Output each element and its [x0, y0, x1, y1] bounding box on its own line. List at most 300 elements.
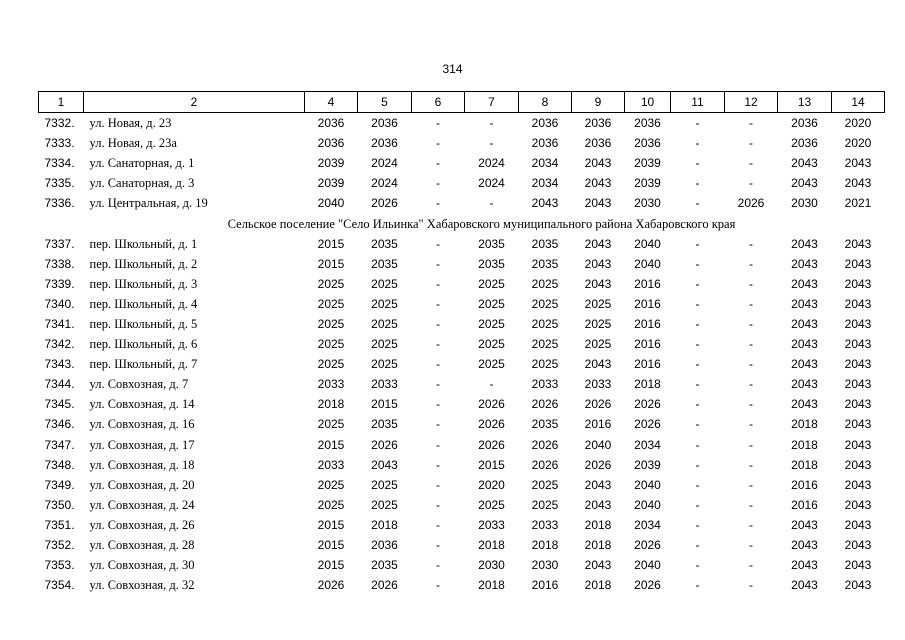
address-cell: ул. Совхозная, д. 30 [89, 558, 195, 573]
value-cell-col9: 2043 [584, 477, 612, 492]
value-cell-col4: 2039 [317, 176, 345, 191]
value-cell-col6: - [436, 477, 440, 492]
row-number: 7347. [44, 437, 75, 452]
value-cell-col8: 2043 [531, 196, 559, 211]
value-cell-col13: 2043 [791, 337, 818, 352]
value-cell-col5: 2025 [371, 296, 398, 311]
value-cell-col14: 2043 [844, 578, 872, 593]
value-cell-col12: - [749, 116, 753, 131]
value-cell-col4: 2026 [317, 578, 345, 593]
value-cell-col12: - [749, 457, 753, 472]
value-cell-col5: 2026 [371, 578, 398, 593]
value-cell-col8: 2025 [531, 316, 559, 331]
value-cell-col10: 2040 [634, 497, 661, 512]
table-row [39, 113, 885, 134]
value-cell-col12: - [749, 236, 753, 251]
value-cell-col7: 2025 [478, 296, 505, 311]
column-header-11: 11 [671, 92, 725, 113]
value-cell-col6: - [436, 236, 440, 251]
value-cell-col9: 2025 [584, 316, 612, 331]
value-cell-col9: 2043 [584, 256, 612, 271]
value-cell-col6: - [436, 437, 440, 452]
address-cell: ул. Санаторная, д. 3 [89, 176, 195, 191]
value-cell-col9: 2026 [584, 397, 612, 412]
section-heading: Сельское поселение "Село Ильинка" Хабаровского муниципального района Хабаровского края [227, 216, 736, 231]
value-cell-col11: - [695, 256, 700, 271]
value-cell-col12: - [749, 337, 753, 352]
value-cell-col11: - [695, 477, 700, 492]
table-row [39, 294, 885, 314]
value-cell-col11: - [695, 116, 700, 131]
value-cell-col5: 2025 [371, 477, 398, 492]
value-cell-col8: 2026 [531, 437, 559, 452]
table-row [39, 334, 885, 354]
table-row [39, 414, 885, 434]
value-cell-col7: 2025 [478, 316, 505, 331]
value-cell-col10: 2026 [634, 417, 661, 432]
value-cell-col8: 2033 [531, 517, 559, 532]
value-cell-col8: 2030 [531, 558, 559, 573]
value-cell-col11: - [695, 337, 700, 352]
value-cell-col5: 2015 [371, 397, 398, 412]
value-cell-col5: 2035 [371, 417, 398, 432]
row-number: 7352. [44, 538, 75, 553]
value-cell-col7: 2026 [478, 437, 505, 452]
value-cell-col7: 2033 [478, 517, 505, 532]
row-number: 7337. [44, 236, 75, 251]
value-cell-col9: 2043 [584, 558, 612, 573]
value-cell-col4: 2033 [317, 457, 345, 472]
row-number: 7348. [44, 457, 75, 472]
value-cell-col6: - [436, 196, 440, 211]
value-cell-col11: - [695, 296, 700, 311]
value-cell-col6: - [436, 517, 440, 532]
address-cell: пер. Школьный, д. 2 [89, 256, 198, 271]
value-cell-col14: 2043 [844, 558, 872, 573]
value-cell-col12: - [749, 538, 753, 553]
value-cell-col12: - [749, 377, 753, 392]
value-cell-col7: 2024 [478, 176, 505, 191]
row-number: 7351. [44, 517, 75, 532]
value-cell-col10: 2016 [634, 316, 661, 331]
value-cell-col8: 2025 [531, 337, 559, 352]
value-cell-col10: 2026 [634, 397, 661, 412]
table-row [39, 495, 885, 515]
value-cell-col11: - [695, 316, 700, 331]
value-cell-col5: 2025 [371, 316, 398, 331]
value-cell-col14: 2043 [844, 296, 872, 311]
value-cell-col12: - [749, 136, 753, 151]
value-cell-col13: 2016 [791, 497, 818, 512]
value-cell-col8: 2033 [531, 377, 559, 392]
value-cell-col9: 2043 [584, 196, 612, 211]
value-cell-col4: 2025 [317, 497, 345, 512]
value-cell-col7: - [489, 116, 494, 131]
value-cell-col14: 2020 [844, 136, 872, 151]
value-cell-col14: 2043 [844, 377, 872, 392]
table-row [39, 153, 885, 173]
address-cell: пер. Школьный, д. 5 [89, 316, 198, 331]
value-cell-col12: - [749, 437, 753, 452]
address-cell: ул. Совхозная, д. 24 [89, 497, 195, 512]
address-cell: пер. Школьный, д. 7 [89, 357, 198, 372]
row-number: 7334. [44, 156, 75, 171]
value-cell-col12: - [749, 497, 753, 512]
value-cell-col14: 2043 [844, 357, 872, 372]
value-cell-col9: 2043 [584, 236, 612, 251]
table-header [39, 92, 885, 113]
value-cell-col10: 2036 [634, 136, 661, 151]
row-number: 7332. [44, 116, 75, 131]
row-number: 7340. [44, 296, 75, 311]
value-cell-col11: - [695, 457, 700, 472]
value-cell-col8: 2035 [531, 236, 559, 251]
value-cell-col4: 2025 [317, 357, 345, 372]
value-cell-col4: 2015 [317, 558, 345, 573]
value-cell-col11: - [695, 417, 700, 432]
column-header-1: 1 [39, 92, 84, 113]
value-cell-col6: - [436, 457, 440, 472]
value-cell-col14: 2043 [844, 497, 872, 512]
value-cell-col6: - [436, 357, 440, 372]
value-cell-col13: 2043 [791, 256, 818, 271]
value-cell-col10: 2036 [634, 116, 661, 131]
value-cell-col8: 2025 [531, 477, 559, 492]
value-cell-col9: 2018 [584, 517, 612, 532]
value-cell-col4: 2015 [317, 256, 345, 271]
column-header-13: 13 [778, 92, 832, 113]
table-row [39, 455, 885, 475]
page-number: 314 [442, 62, 463, 76]
value-cell-col13: 2030 [791, 196, 818, 211]
row-number: 7339. [44, 276, 75, 291]
table-row [39, 374, 885, 394]
value-cell-col12: - [749, 316, 753, 331]
value-cell-col12: - [749, 256, 753, 271]
value-cell-col13: 2043 [791, 357, 818, 372]
value-cell-col6: - [436, 397, 440, 412]
row-number: 7349. [44, 477, 75, 492]
address-cell: ул. Центральная, д. 19 [89, 196, 208, 211]
value-cell-col10: 2026 [634, 538, 661, 553]
value-cell-col4: 2039 [317, 156, 345, 171]
value-cell-col13: 2018 [791, 437, 818, 452]
value-cell-col8: 2025 [531, 296, 559, 311]
value-cell-col4: 2040 [317, 196, 345, 211]
value-cell-col7: 2018 [478, 578, 505, 593]
value-cell-col4: 2015 [317, 236, 345, 251]
value-cell-col10: 2030 [634, 196, 661, 211]
value-cell-col10: 2039 [634, 156, 661, 171]
section-row [39, 213, 885, 233]
value-cell-col14: 2043 [844, 538, 872, 553]
value-cell-col5: 2035 [371, 558, 398, 573]
address-cell: ул. Совхозная, д. 28 [89, 538, 195, 553]
value-cell-col5: 2025 [371, 497, 398, 512]
value-cell-col13: 2043 [791, 517, 818, 532]
value-cell-col5: 2026 [371, 437, 398, 452]
value-cell-col10: 2026 [634, 578, 661, 593]
value-cell-col11: - [695, 578, 700, 593]
value-cell-col6: - [436, 377, 440, 392]
value-cell-col11: - [695, 176, 700, 191]
value-cell-col11: - [695, 538, 700, 553]
value-cell-col12: - [749, 296, 753, 311]
value-cell-col6: - [436, 116, 440, 131]
value-cell-col13: 2016 [791, 477, 818, 492]
value-cell-col10: 2039 [634, 457, 661, 472]
value-cell-col9: 2018 [584, 538, 612, 553]
value-cell-col8: 2035 [531, 256, 559, 271]
table-row [39, 173, 885, 193]
row-number: 7342. [44, 337, 75, 352]
value-cell-col13: 2018 [791, 417, 818, 432]
value-cell-col11: - [695, 276, 700, 291]
value-cell-col9: 2025 [584, 337, 612, 352]
value-cell-col12: - [749, 357, 753, 372]
column-header-9: 9 [572, 92, 625, 113]
value-cell-col14: 2043 [844, 276, 872, 291]
value-cell-col8: 2025 [531, 497, 559, 512]
table-row [39, 274, 885, 294]
column-header-4: 4 [305, 92, 358, 113]
value-cell-col8: 2035 [531, 417, 559, 432]
table-row [39, 515, 885, 535]
value-cell-col10: 2040 [634, 256, 661, 271]
value-cell-col6: - [436, 497, 440, 512]
value-cell-col5: 2036 [371, 538, 398, 553]
column-header-8: 8 [519, 92, 572, 113]
value-cell-col6: - [436, 296, 440, 311]
table-row [39, 475, 885, 495]
value-cell-col11: - [695, 437, 700, 452]
value-cell-col4: 2025 [317, 296, 345, 311]
housing-register-table [38, 91, 885, 595]
value-cell-col5: 2033 [371, 377, 398, 392]
value-cell-col6: - [436, 176, 440, 191]
value-cell-col4: 2015 [317, 437, 345, 452]
address-cell: пер. Школьный, д. 6 [89, 337, 198, 352]
value-cell-col13: 2043 [791, 276, 818, 291]
value-cell-col5: 2018 [371, 517, 398, 532]
address-cell: ул. Новая, д. 23 [89, 116, 172, 131]
value-cell-col12: - [749, 477, 753, 492]
value-cell-col14: 2043 [844, 417, 872, 432]
value-cell-col11: - [695, 558, 700, 573]
address-cell: ул. Совхозная, д. 17 [89, 437, 195, 452]
value-cell-col5: 2043 [371, 457, 398, 472]
value-cell-col8: 2034 [531, 156, 559, 171]
table-row [39, 254, 885, 274]
value-cell-col6: - [436, 578, 440, 593]
row-number: 7350. [44, 497, 75, 512]
value-cell-col7: 2025 [478, 357, 505, 372]
value-cell-col7: 2030 [478, 558, 505, 573]
value-cell-col8: 2036 [531, 136, 559, 151]
value-cell-col4: 2015 [317, 517, 345, 532]
value-cell-col13: 2043 [791, 296, 818, 311]
value-cell-col7: 2025 [478, 497, 505, 512]
value-cell-col4: 2018 [317, 397, 345, 412]
value-cell-col5: 2024 [371, 176, 398, 191]
value-cell-col9: 2040 [584, 437, 612, 452]
value-cell-col9: 2033 [584, 377, 612, 392]
value-cell-col5: 2036 [371, 136, 398, 151]
value-cell-col5: 2025 [371, 337, 398, 352]
value-cell-col5: 2036 [371, 116, 398, 131]
row-number: 7335. [44, 176, 75, 191]
value-cell-col11: - [695, 517, 700, 532]
value-cell-col7: 2018 [478, 538, 505, 553]
value-cell-col10: 2034 [634, 437, 661, 452]
value-cell-col14: 2043 [844, 477, 872, 492]
value-cell-col14: 2043 [844, 156, 872, 171]
row-number: 7346. [44, 417, 75, 432]
table-row [39, 354, 885, 374]
value-cell-col8: 2036 [531, 116, 559, 131]
value-cell-col6: - [436, 136, 440, 151]
value-cell-col14: 2020 [844, 116, 872, 131]
value-cell-col14: 2043 [844, 316, 872, 331]
value-cell-col11: - [695, 497, 700, 512]
value-cell-col7: 2035 [478, 236, 505, 251]
value-cell-col6: - [436, 538, 440, 553]
table-body [39, 113, 885, 596]
value-cell-col14: 2043 [844, 176, 872, 191]
value-cell-col13: 2043 [791, 176, 818, 191]
value-cell-col12: - [749, 397, 753, 412]
value-cell-col4: 2036 [317, 136, 345, 151]
value-cell-col14: 2043 [844, 256, 872, 271]
value-cell-col9: 2036 [584, 116, 612, 131]
value-cell-col5: 2035 [371, 256, 398, 271]
value-cell-col7: 2024 [478, 156, 505, 171]
row-number: 7338. [44, 256, 75, 271]
value-cell-col7: 2025 [478, 276, 505, 291]
value-cell-col9: 2018 [584, 578, 612, 593]
address-cell: ул. Совхозная, д. 20 [89, 477, 195, 492]
address-cell: ул. Совхозная, д. 16 [89, 417, 195, 432]
address-cell: ул. Совхозная, д. 7 [89, 377, 189, 392]
value-cell-col11: - [695, 136, 700, 151]
value-cell-col5: 2026 [371, 196, 398, 211]
value-cell-col9: 2026 [584, 457, 612, 472]
value-cell-col14: 2043 [844, 437, 872, 452]
value-cell-col4: 2025 [317, 417, 345, 432]
value-cell-col14: 2043 [844, 236, 872, 251]
value-cell-col5: 2035 [371, 236, 398, 251]
value-cell-col4: 2025 [317, 337, 345, 352]
value-cell-col12: - [749, 276, 753, 291]
value-cell-col11: - [695, 357, 700, 372]
table-row [39, 314, 885, 334]
table-row [39, 555, 885, 575]
value-cell-col7: 2026 [478, 397, 505, 412]
value-cell-col12: - [749, 578, 753, 593]
value-cell-col4: 2025 [317, 477, 345, 492]
value-cell-col4: 2025 [317, 276, 345, 291]
value-cell-col11: - [695, 236, 700, 251]
value-cell-col13: 2036 [791, 136, 818, 151]
column-header-2: 2 [84, 92, 305, 113]
value-cell-col11: - [695, 156, 700, 171]
table-row [39, 193, 885, 213]
row-number: 7333. [44, 136, 75, 151]
value-cell-col12: - [749, 417, 753, 432]
value-cell-col12: - [749, 517, 753, 532]
address-cell: ул. Новая, д. 23а [89, 136, 177, 151]
value-cell-col8: 2026 [531, 397, 559, 412]
address-cell: пер. Школьный, д. 1 [89, 236, 198, 251]
column-header-5: 5 [358, 92, 412, 113]
value-cell-col14: 2043 [844, 517, 872, 532]
table-row [39, 133, 885, 153]
address-cell: ул. Совхозная, д. 18 [89, 457, 195, 472]
column-header-14: 14 [832, 92, 885, 113]
table-row [39, 535, 885, 555]
column-header-7: 7 [465, 92, 519, 113]
value-cell-col4: 2015 [317, 538, 345, 553]
value-cell-col14: 2021 [844, 196, 872, 211]
value-cell-col6: - [436, 316, 440, 331]
table-row [39, 575, 885, 595]
row-number: 7336. [44, 196, 75, 211]
value-cell-col12: 2026 [737, 196, 765, 211]
value-cell-col6: - [436, 417, 440, 432]
value-cell-col5: 2025 [371, 357, 398, 372]
column-header-12: 12 [725, 92, 778, 113]
value-cell-col10: 2040 [634, 477, 661, 492]
value-cell-col12: - [749, 156, 753, 171]
value-cell-col9: 2043 [584, 276, 612, 291]
row-number: 7354. [44, 578, 75, 593]
value-cell-col9: 2016 [584, 417, 612, 432]
value-cell-col10: 2016 [634, 357, 661, 372]
value-cell-col4: 2025 [317, 316, 345, 331]
row-number: 7343. [44, 357, 75, 372]
value-cell-col11: - [695, 377, 700, 392]
value-cell-col13: 2043 [791, 377, 818, 392]
value-cell-col9: 2043 [584, 357, 612, 372]
value-cell-col13: 2043 [791, 236, 818, 251]
value-cell-col11: - [695, 397, 700, 412]
row-number: 7353. [44, 558, 75, 573]
value-cell-col13: 2043 [791, 316, 818, 331]
value-cell-col7: 2035 [478, 256, 505, 271]
value-cell-col8: 2025 [531, 357, 559, 372]
value-cell-col9: 2043 [584, 497, 612, 512]
value-cell-col8: 2026 [531, 457, 559, 472]
address-cell: ул. Санаторная, д. 1 [89, 156, 195, 171]
value-cell-col10: 2040 [634, 558, 661, 573]
value-cell-col9: 2043 [584, 176, 612, 191]
value-cell-col13: 2043 [791, 538, 818, 553]
value-cell-col4: 2036 [317, 116, 345, 131]
value-cell-col7: - [489, 377, 494, 392]
value-cell-col5: 2024 [371, 156, 398, 171]
value-cell-col13: 2043 [791, 558, 818, 573]
value-cell-col9: 2036 [584, 136, 612, 151]
row-number: 7344. [44, 377, 75, 392]
value-cell-col13: 2043 [791, 397, 818, 412]
value-cell-col13: 2043 [791, 578, 818, 593]
value-cell-col7: - [489, 196, 494, 211]
value-cell-col4: 2033 [317, 377, 345, 392]
address-cell: пер. Школьный, д. 3 [89, 276, 198, 291]
value-cell-col7: 2020 [478, 477, 505, 492]
column-header-10: 10 [625, 92, 671, 113]
value-cell-col13: 2018 [791, 457, 818, 472]
